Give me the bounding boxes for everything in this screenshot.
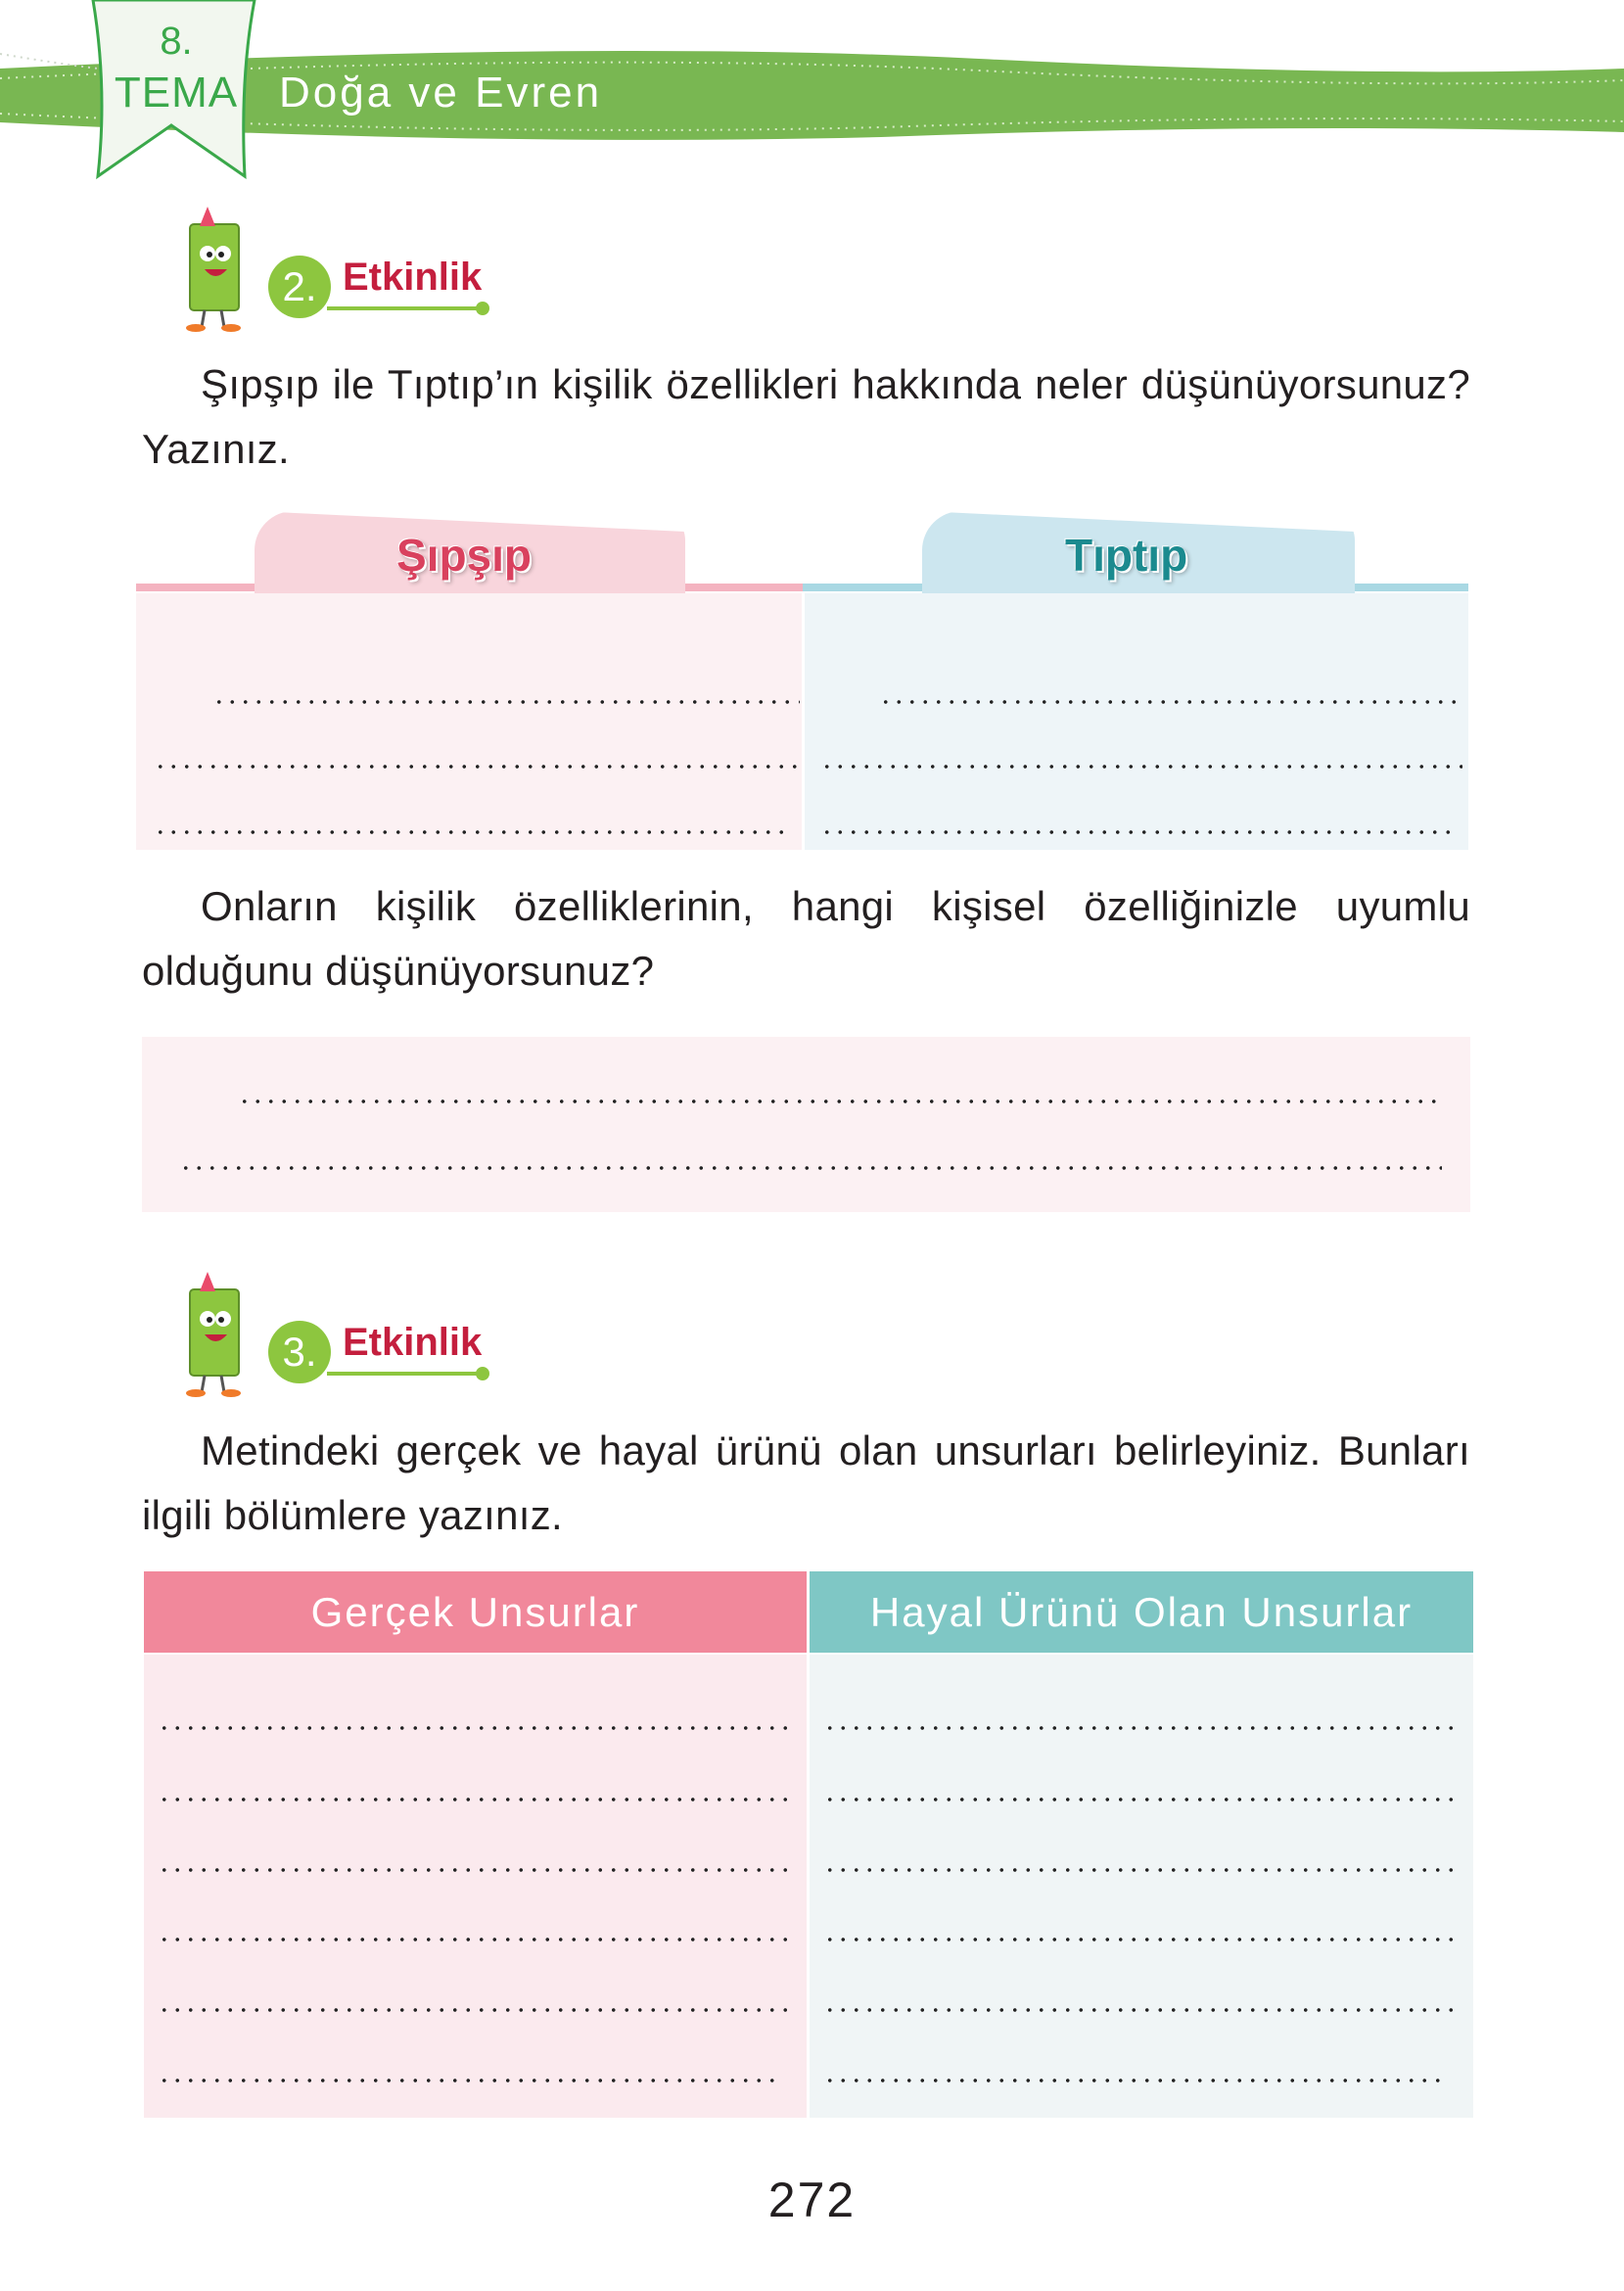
answer-line[interactable] xyxy=(823,1797,1460,1802)
real-elements-header: Gerçek Unsurlar xyxy=(144,1571,807,1653)
answer-line[interactable] xyxy=(158,1867,794,1873)
activity-number: 2. xyxy=(268,256,331,318)
theme-label: TEMA xyxy=(114,69,239,117)
heading-underline xyxy=(327,1372,482,1376)
answer-line[interactable] xyxy=(823,2078,1440,2083)
heading-underline xyxy=(327,306,482,310)
answer-line[interactable] xyxy=(212,699,800,705)
book-mascot-icon xyxy=(161,205,268,332)
imaginary-elements-header: Hayal Ürünü Olan Unsurlar xyxy=(810,1571,1473,1653)
answer-line[interactable] xyxy=(820,829,1453,835)
activity-label: Etkinlik xyxy=(343,1321,483,1364)
activity-2-heading xyxy=(161,205,493,332)
answer-line[interactable] xyxy=(154,764,800,770)
page-number: 272 xyxy=(767,2173,857,2227)
compatibility-answer-box[interactable] xyxy=(142,1037,1470,1212)
answer-line[interactable] xyxy=(154,829,790,835)
real-elements-column[interactable] xyxy=(144,1655,807,2118)
book-mascot-icon xyxy=(161,1270,268,1397)
activity-2-question-2: Onların kişilik özelliklerinin, hangi kişisel özelliğinizle uyumlu olduğunu düşünüyorsunuz? xyxy=(142,883,1470,994)
answer-line[interactable] xyxy=(158,2007,794,2013)
answer-line[interactable] xyxy=(823,2007,1460,2013)
answer-line[interactable] xyxy=(820,764,1462,770)
answer-line[interactable] xyxy=(879,699,1462,705)
theme-number: 8. xyxy=(160,20,193,63)
answer-line[interactable] xyxy=(158,1725,794,1731)
activity-3-question: Metindeki gerçek ve hayal ürünü olan unsurları belirleyiniz. Bunları ilgili bölümlere yazınız. xyxy=(142,1427,1470,1538)
answer-line[interactable] xyxy=(823,1725,1460,1731)
answer-line[interactable] xyxy=(823,1937,1460,1942)
activity-3-heading xyxy=(161,1270,493,1397)
imaginary-elements-column[interactable] xyxy=(810,1655,1473,2118)
heading-underline-dot xyxy=(476,302,489,315)
tiptip-answer-box[interactable] xyxy=(805,593,1468,850)
answer-line[interactable] xyxy=(179,1165,1442,1171)
answer-line[interactable] xyxy=(158,2078,774,2083)
answer-line[interactable] xyxy=(158,1797,794,1802)
heading-underline-dot xyxy=(476,1367,489,1380)
sipsip-answer-box[interactable] xyxy=(136,593,802,850)
answer-line[interactable] xyxy=(823,1867,1460,1873)
tiptip-tab-label: Tıptıp xyxy=(1065,530,1188,581)
theme-title: Doğa ve Evren xyxy=(279,69,603,117)
activity-number: 3. xyxy=(268,1321,331,1383)
answer-line[interactable] xyxy=(158,1937,794,1942)
sipsip-tab-label: Şıpşıp xyxy=(396,530,533,581)
answer-line[interactable] xyxy=(238,1099,1442,1104)
activity-label: Etkinlik xyxy=(343,256,483,299)
activity-2-question-1: Şıpşıp ile Tıptıp’ın kişilik özellikleri hakkında neler düşünüyorsunuz? Yazınız. xyxy=(142,361,1470,472)
